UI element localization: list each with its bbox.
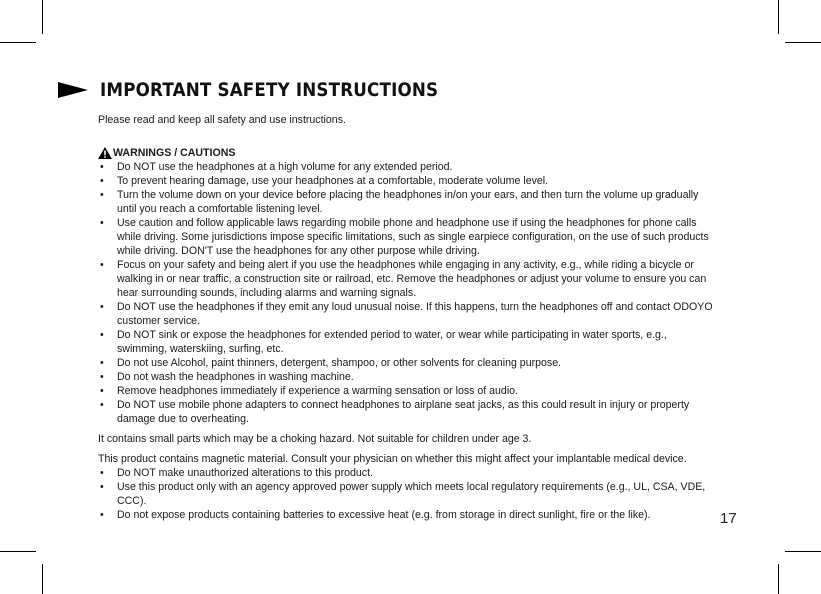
crop-mark [42,0,43,34]
list-item [98,466,713,480]
crop-mark [778,0,779,34]
list-item-text: Do not wash the headphones in washing machine. [117,371,354,383]
list-item-text: Turn the volume down on your device before placing the headphones in/on your ears, and then turn the volume up gradually until you reach a comfortable listening level. [117,189,699,215]
list-item [98,174,713,188]
bullet: • [100,329,104,341]
arrow-right-icon [58,82,88,98]
warnings-heading [98,146,713,160]
list-item-text: Focus on your safety and being alert if you use the headphones while engaging in any activity, e.g., while riding a bicycle or walking in or near traffic, a construction site or railroad, etc. Remove the headphones or adjust your volume to ensure you can hear surrounding sounds, including alarms and warning signals. [117,259,707,299]
list-item-text: Do NOT use the headphones if they emit any loud unusual noise. If this happens, turn the headphones off and contact ODOYO customer service. [117,301,713,327]
list-item [98,398,713,426]
list-item-text: Use caution and follow applicable laws regarding mobile phone and headphone use if using the headphones for phone calls while driving. Some jurisdictions impose specific limitations, such as single earpiece configuration, on the use of such products while driving. DON'T use the headphones for any other purpose while driving. [117,217,709,257]
magnetic-notice: This product contains magnetic material. Consult your physician on whether this might affect your implantable medical device. [98,453,687,465]
list-item [98,370,713,384]
list-item-text: Do NOT sink or expose the headphones for extended period to water, or wear while participating in water sports, e.g., swimming, waterskiing, surfing, etc. [117,329,667,355]
crop-mark [42,564,43,594]
list-item-text: Remove headphones immediately if experience a warming sensation or loss of audio. [117,385,519,397]
list-item [98,508,713,522]
crop-mark [778,564,779,594]
bullet: • [100,259,104,271]
page-title: IMPORTANT SAFETY INSTRUCTIONS [100,79,439,101]
instructions-body [98,113,713,522]
crop-mark [785,551,821,552]
bullet: • [100,371,104,383]
bullet: • [100,385,104,397]
list-item [98,328,713,356]
section-heading [58,76,484,104]
bullet: • [100,161,104,173]
list-item [98,160,713,174]
warnings-heading-text: WARNINGS / CAUTIONS [113,147,236,159]
list-item-text: Do NOT use the headphones at a high volume for any extended period. [117,161,453,173]
warnings-list [98,160,713,426]
list-item-text: Do NOT make unauthorized alterations to this product. [117,467,373,479]
list-item-text: To prevent hearing damage, use your headphones at a comfortable, moderate volume level. [117,175,549,187]
crop-mark [785,42,821,43]
bullet: • [100,301,104,313]
bullet: • [100,175,104,187]
bullet: • [100,399,104,411]
bullet: • [100,481,104,493]
list-item [98,216,713,258]
list-item-text: Do not expose products containing batteries to excessive heat (e.g. from storage in direct sunlight, fire or the like). [117,509,651,521]
crop-mark [0,42,36,43]
intro-text: Please read and keep all safety and use instructions. [98,114,346,126]
product-notes-list [98,466,713,522]
bullet: • [100,467,104,479]
bullet: • [100,357,104,369]
bullet: • [100,217,104,229]
crop-mark [0,551,36,552]
bullet: • [100,189,104,201]
page-number: 17 [720,510,737,527]
list-item-text: Use this product only with an agency approved power supply which meets local regulatory requirements (e.g., UL, CSA, VDE, CCC). [117,481,706,507]
bullet: • [100,509,104,521]
list-item-text: Do not use Alcohol, paint thinners, detergent, shampoo, or other solvents for cleaning purpose. [117,357,562,369]
list-item [98,356,713,370]
list-item-text: Do NOT use mobile phone adapters to connect headphones to airplane seat jacks, as this could result in injury or property damage due to overheating. [117,399,690,425]
list-item [98,480,713,508]
list-item [98,188,713,216]
small-parts-notice: It contains small parts which may be a choking hazard. Not suitable for children under age 3. [98,433,532,445]
warning-triangle-icon [98,147,112,159]
list-item [98,384,713,398]
list-item [98,258,713,300]
list-item [98,300,713,328]
